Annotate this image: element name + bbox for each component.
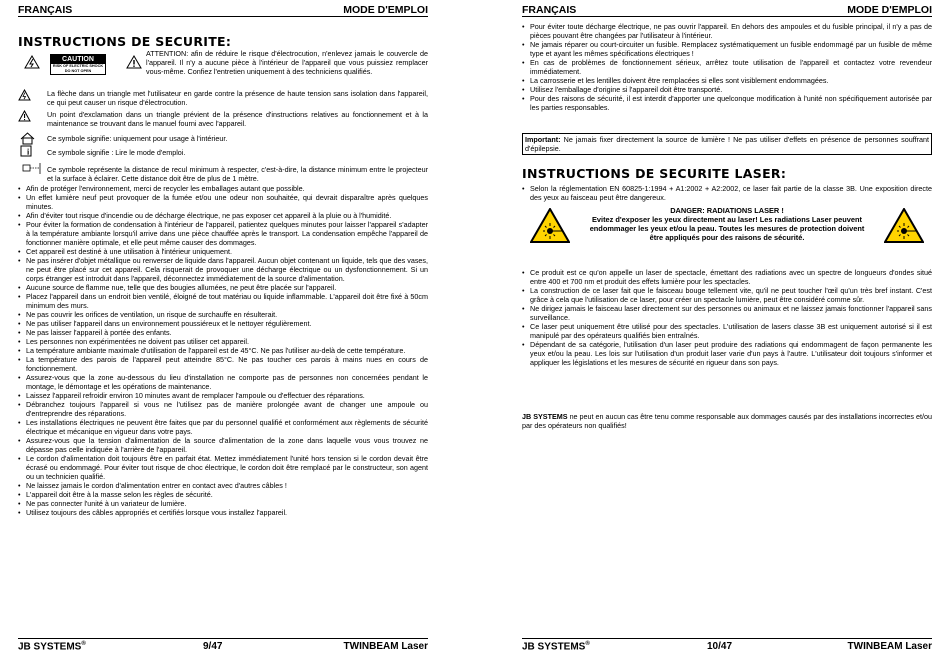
list-item: • Assurez-vous que la zone au-dessous du lieu d'installation ne comporte pas de personnes non concernées pendant le montage, le démontage et les opérations de maintenance. xyxy=(18,373,428,391)
list-item: • Aucune source de flamme nue, telle que des bougies allumées, ne peut être placée sur l'appareil. xyxy=(18,283,428,292)
product-name: TWINBEAM Laser xyxy=(343,641,428,652)
list-item: • Débranchez toujours l'appareil si vous ne l'utilisez pas de manière prolongée avant de changer une ampoule ou d'entreprendre des réparations. xyxy=(18,400,428,418)
disclaimer xyxy=(522,412,932,430)
list-item: • La température ambiante maximale d'utilisation de l'appareil est de 45°C. Ne pas l'utiliser au-delà de cette température. xyxy=(18,346,428,355)
danger-title: DANGER: RADIATIONS LASER ! xyxy=(670,206,784,215)
lightning-triangle-icon-small xyxy=(18,89,31,101)
list-item: • En cas de problèmes de fonctionnement sérieux, arrêtez toute utilisation de l'appareil et contactez votre revendeur immédiatement. xyxy=(522,58,932,76)
list-item: • Utilisez l'emballage d'origine si l'appareil doit être transporté. xyxy=(522,85,932,94)
laser-warning-icon xyxy=(884,208,924,243)
list-item: • La carrosserie et les lentilles doivent être remplacées si elles sont visiblement endommagées. xyxy=(522,76,932,85)
caution-line1: RISK OF ELECTRIC SHOCK xyxy=(52,64,104,68)
list-item: • Un effet lumière neuf peut provoquer de la fumée et/ou une odeur non souhaitée, qui devrait disparaître après quelques minutes. xyxy=(18,193,428,211)
manual-book-icon xyxy=(20,145,35,157)
exclamation-triangle-icon xyxy=(126,55,142,69)
list-item: • Pour des raisons de sécurité, il est interdit d'apporter une quelconque modification à l'unité non spécifiquement autorisée par les parties responsables. xyxy=(522,94,932,112)
list-item: • Laissez l'appareil refroidir environ 10 minutes avant de remplacer l'ampoule ou d'effectuer des réparations. xyxy=(18,391,428,400)
indoor-text: Ce symbole signifie: uniquement pour usage à l'intérieur. xyxy=(47,134,228,143)
important-text: Ne jamais fixer directement la source de lumière ! Ne pas utiliser d'effets en présence de personnes souffrant d'épilepsie. xyxy=(525,135,929,153)
disclaimer-text: ne peut en aucun cas être tenu comme responsable aux dommages causés par des installations incorrectes et/ou par des opérateurs non qualifiés! xyxy=(522,412,932,430)
laser-warning-icon xyxy=(530,208,570,243)
list-item: • Assurez-vous que la tension d'alimentation de la source d'alimentation de la zone dans laquelle vous vous trouvez ne dépasse pas celle indiquée à l'arrière de l'appareil. xyxy=(18,436,428,454)
important-box xyxy=(522,133,932,155)
list-item: • L'appareil doit être à la masse selon les règles de sécurité. xyxy=(18,490,428,499)
exclamation-triangle-icon-small xyxy=(18,110,31,122)
list-item: • Afin d'éviter tout risque d'incendie ou de décharge électrique, ne pas exposer cet appareil à la pluie ou à l'humidité. xyxy=(18,211,428,220)
distance-text: Ce symbole représente la distance de recul minimum à respecter, c'est-à-dire, la distance minimum entre le projecteur et la surface à éclairer. Cette distance doit être de plus de 1 mètre. xyxy=(47,165,428,183)
list-item: • Ce laser peut uniquement être utilisé pour des spectacles. L'utilisation de lasers classe 3B est uniquement autorisé si il est manipulé par des opérateurs qualifiés bien entraînés. xyxy=(522,322,932,340)
page-number: 10/47 xyxy=(707,641,733,652)
read-manual-text: Ce symbole signifie : Lire le mode d'emploi. xyxy=(47,148,186,157)
caution-label xyxy=(50,54,106,75)
list-item: • Ne dirigez jamais le faisceau laser directement sur des personnes ou animaux et ne laissez jamais fonctionner l'appareil sans surveillance. xyxy=(522,304,932,322)
attention-text: ATTENTION: afin de réduire le risque d'électrocution, n'enlevez jamais le couvercle de l'appareil. Il n'y a aucune pièce à l'intérieur de l'appareil que vous puissiez remplacer vous-même. Confiez l'entretien uniquement à des techniciens qualifiés. xyxy=(146,49,428,76)
page-header xyxy=(18,4,428,17)
list-item: • Le cordon d'alimentation doit toujours être en parfait état. Mettez immédiatement l'unité hors tension si le cordon devait être écrasé ou endommagé. Pour éviter tout risque de choc électrique, le cordon doit être remplacé par le constructeur, son agent ou un technicien qualifié. xyxy=(18,454,428,481)
page-footer xyxy=(18,638,428,652)
safety-bullet-list xyxy=(18,184,428,517)
list-item: • Afin de protéger l'environnement, merci de recycler les emballages autant que possible. xyxy=(18,184,428,193)
language-label: FRANÇAIS xyxy=(522,4,577,16)
list-item: • Ne pas utiliser l'appareil dans un environnement poussiéreux et le nettoyer régulièrement. xyxy=(18,319,428,328)
list-item: • Ne pas laisser l'appareil à portée des enfants. xyxy=(18,328,428,337)
laser-intro-list xyxy=(522,184,932,202)
list-item: • La température des parois de l'appareil peut atteindre 85°C. Ne pas toucher ces parois à mains nues en cours de fonctionnement. xyxy=(18,355,428,373)
list-item: • Ne jamais réparer ou court-circuiter un fusible. Remplacez systématiquement un fusible endommagé par un fusible de même type et ayant les mêmes spécifications électriques ! xyxy=(522,40,932,58)
list-item: • Pour éviter la formation de condensation à l'intérieur de l'appareil, patientez quelques minutes pour laisser l'appareil s'adapter à la température ambiante lorsqu'il arrive dans une pièce chauffée après le transport. La condensation empêche l'appareil de fonctionner manière optimale, et elle peut même causer des dommages. xyxy=(18,220,428,247)
list-item: • Ce produit est ce qu'on appelle un laser de spectacle, émettant des radiations avec un spectre de longueurs d'ondes situé entre 400 et 700 nm et produit des effets lumière pour les spectacles. xyxy=(522,268,932,286)
distance-projector-icon xyxy=(22,162,42,176)
list-item: • Utilisez toujours des câbles appropriés et certifiés lorsque vous installez l'appareil. xyxy=(18,508,428,517)
list-item: • Pour éviter toute décharge électrique, ne pas ouvrir l'appareil. En dehors des ampoules et du fusible principal, il n'y a pas de pièces pouvant être changées par l'utilisateur à l'intérieur. xyxy=(522,22,932,40)
lightning-text: La flèche dans un triangle met l'utilisateur en garde contre la présence de haute tension sans isolation dans l'appareil, ce qui peut causer un risque d'électrocution. xyxy=(47,89,428,107)
page-header xyxy=(522,4,932,17)
list-item: • Selon la réglementation EN 60825-1:1994 + A1:2002 + A2:2002, ce laser fait partie de la classe 3B. Une exposition directe des yeux au faisceau peut être dangereux. xyxy=(522,184,932,202)
exclamation-text: Un point d'exclamation dans un triangle prévient de la présence d'instructions relatives au fonctionnement et à la maintenance se trouvant dans le manuel fourni avec l'appareil. xyxy=(47,110,428,128)
mode-label: MODE D'EMPLOI xyxy=(343,4,428,16)
brand-name: JB SYSTEMS xyxy=(522,641,586,653)
danger-text: Evitez d'exposer les yeux directement au laser! Les radiations Laser peuvent endommager les yeux et/ou la peau. Toutes les mesures de protection doivent être appliqués pour des raisons de sécurité. xyxy=(589,215,865,242)
lightning-triangle-icon xyxy=(24,55,40,69)
footer-brand xyxy=(18,641,86,652)
product-name: TWINBEAM Laser xyxy=(847,641,932,652)
left-page xyxy=(18,0,428,654)
safety-title: INSTRUCTIONS DE SECURITE: xyxy=(18,34,232,49)
disclaimer-brand: JB SYSTEMS xyxy=(522,412,568,421)
list-item: • Les installations électriques ne peuvent être faites que par du personnel qualifié et conformément aux règlements de sécurité électrique et mécanique en vigueur dans votre pays. xyxy=(18,418,428,436)
laser-safety-title: INSTRUCTIONS DE SECURITE LASER: xyxy=(522,166,787,181)
svg-text:i: i xyxy=(27,147,30,157)
caution-line2: DO NOT OPEN xyxy=(64,69,92,73)
mode-label: MODE D'EMPLOI xyxy=(847,4,932,16)
list-item: • Ne pas insérer d'objet métallique ou renverser de liquide dans l'appareil. Aucun objet contenant un liquide, tels que des vases, ne peut être placé sur cet appareil. Cela risquerait de provoquer une décharge électrique ou un dysfonctionnement. Si un corps étranger est introduit dans l'appareil, déconnectez immédiatement de la source d'alimentation. xyxy=(18,256,428,283)
list-item: • Ne pas couvrir les orifices de ventilation, un risque de surchauffe en résulterait. xyxy=(18,310,428,319)
indoor-house-icon xyxy=(20,132,35,145)
list-item: • Ne pas connecter l'unité à un variateur de lumière. xyxy=(18,499,428,508)
page-footer xyxy=(522,638,932,652)
safety-bullet-list-continued xyxy=(522,22,932,112)
page-number: 9/47 xyxy=(203,641,223,652)
list-item: • Placez l'appareil dans un endroit bien ventilé, éloigné de tout matériau ou liquide inflammable. L'appareil doit être fixé à 50cm minimum des murs. xyxy=(18,292,428,310)
danger-block xyxy=(582,206,872,242)
right-page xyxy=(522,0,932,654)
caution-title: CAUTION xyxy=(51,55,105,64)
registered-mark: ® xyxy=(585,641,590,647)
list-item: • Dépendant de sa catégorie, l'utilisation d'un laser peut produire des radiations qui endommagent de façon permanente les yeux et/ou la peau. Les lois sur l'utilisation d'un produit laser varie d'un pays à l'autre. L'utilisateur doit toujours s'informer et appliquer les législations et les mesures de sécurité en rigueur dans son pays. xyxy=(522,340,932,367)
brand-name: JB SYSTEMS xyxy=(18,641,82,653)
footer-brand xyxy=(522,641,590,652)
list-item: • La construction de ce laser fait que le faisceau bouge tellement vite, qu'il ne peut toucher l'œil qu'un très bref instant. C'est grâce à cela que l'utilisation de ce laser, pour créer un spectacle lumière, peut être considéré comme sûr. xyxy=(522,286,932,304)
registered-mark: ® xyxy=(81,641,86,647)
laser-bullet-list xyxy=(522,268,932,367)
list-item: • Cet appareil est destiné à une utilisation à l'intérieur uniquement. xyxy=(18,247,428,256)
important-label: Important: xyxy=(525,135,561,144)
list-item: • Ne laissez jamais le cordon d'alimentation entrer en contact avec d'autres câbles ! xyxy=(18,481,428,490)
language-label: FRANÇAIS xyxy=(18,4,73,16)
list-item: • Les personnes non expérimentées ne doivent pas utiliser cet appareil. xyxy=(18,337,428,346)
